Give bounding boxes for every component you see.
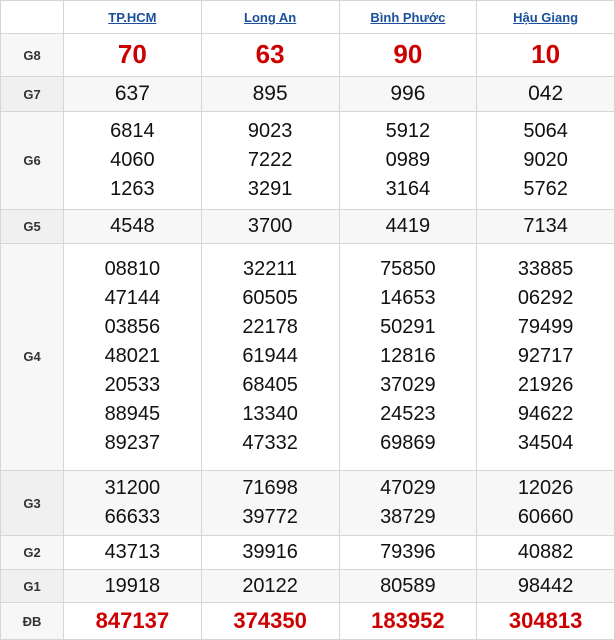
prize-cell-g8-hau-giang [477,34,615,77]
prize-cell-g5-binh-phuoc [339,210,477,243]
number: 39916 [242,541,298,564]
table-row [1,34,615,77]
number: 9023 [247,120,293,143]
number: 895 [252,81,288,105]
prize-cell-g6-hau-giang [477,112,615,210]
prize-cell-db-binh-phuoc [339,603,477,640]
prize-cell-g1-hau-giang [477,569,615,602]
number: 7134 [523,214,568,237]
number: 847137 [95,608,170,634]
number: 89237 [104,432,161,455]
number: 63 [255,39,285,70]
prize-cell-g1-binh-phuoc [339,569,477,602]
prize-cell-g4-long-an [201,243,339,470]
number: 4548 [110,214,155,237]
table-row [1,77,615,112]
number: 39772 [242,506,298,529]
number: 6814 [110,120,155,143]
number: 20533 [104,374,161,397]
prize-label-g6: G6 [1,112,64,210]
prize-cell-g6-long-an [201,112,339,210]
number: 43713 [104,541,161,564]
prize-cell-g2-tphcm [64,536,202,569]
prize-label-g3: G3 [1,470,64,536]
prize-cell-g8-tphcm [64,34,202,77]
province-header-binh-phuoc[interactable]: Bình Phước [339,1,477,34]
number: 13340 [242,403,298,426]
number: 47029 [380,477,436,500]
number: 70 [117,39,147,70]
number: 4419 [385,214,431,237]
table-body [1,34,615,640]
number: 24523 [380,403,436,426]
number: 79396 [380,541,436,564]
number: 22178 [242,316,298,339]
prize-cell-g5-long-an [201,210,339,243]
number: 7222 [247,149,293,172]
prize-cell-g8-binh-phuoc [339,34,477,77]
number: 5762 [523,178,568,201]
prize-cell-g3-long-an [201,470,339,536]
number: 3164 [385,178,431,201]
table-row [1,470,615,536]
number: 33885 [517,258,574,281]
number: 94622 [517,403,574,426]
prize-label-g1: G1 [1,569,64,602]
number: 69869 [380,432,436,455]
province-header-long-an[interactable]: Long An [201,1,339,34]
prize-label-db: ĐB [1,603,64,640]
number: 1263 [110,178,155,201]
number: 48021 [104,345,161,368]
number: 374350 [233,608,307,634]
prize-cell-g7-binh-phuoc [339,77,477,112]
prize-cell-g2-hau-giang [477,536,615,569]
table-row [1,243,615,470]
header-corner-cell [1,1,64,34]
prize-cell-db-long-an [201,603,339,640]
prize-cell-g6-tphcm [64,112,202,210]
number: 71698 [242,477,298,500]
province-header-tphcm[interactable]: TP.HCM [64,1,202,34]
number: 80589 [380,574,436,597]
table-row [1,210,615,243]
number: 9020 [523,149,568,172]
prize-cell-g8-long-an [201,34,339,77]
table-row [1,112,615,210]
number: 5912 [385,120,431,143]
number: 31200 [104,477,161,500]
number: 0989 [385,149,431,172]
prize-label-g4: G4 [1,243,64,470]
number: 88945 [104,403,161,426]
number: 37029 [380,374,436,397]
prize-cell-g3-tphcm [64,470,202,536]
number: 75850 [380,258,436,281]
prize-cell-g3-binh-phuoc [339,470,477,536]
prize-label-g2: G2 [1,536,64,569]
number: 10 [531,39,561,70]
number: 98442 [517,574,574,597]
prize-cell-g4-hau-giang [477,243,615,470]
prize-cell-g3-hau-giang [477,470,615,536]
number: 34504 [517,432,574,455]
number: 3700 [247,214,293,237]
prize-cell-g7-long-an [201,77,339,112]
prize-cell-g5-tphcm [64,210,202,243]
prize-cell-g5-hau-giang [477,210,615,243]
number: 40882 [517,541,574,564]
number: 183952 [371,608,445,634]
number: 92717 [517,345,574,368]
number: 90 [393,39,423,70]
number: 21926 [517,374,574,397]
number: 61944 [242,345,298,368]
prize-label-g8: G8 [1,34,64,77]
number: 304813 [508,608,583,634]
number: 38729 [380,506,436,529]
number: 08810 [104,258,161,281]
number: 14653 [380,287,436,310]
number: 47332 [242,432,298,455]
number: 5064 [523,120,568,143]
number: 47144 [104,287,161,310]
number: 20122 [242,574,298,597]
table-row [1,536,615,569]
province-header-hau-giang[interactable]: Hậu Giang [477,1,615,34]
prize-cell-g6-binh-phuoc [339,112,477,210]
table-row [1,603,615,640]
prize-cell-g7-tphcm [64,77,202,112]
number: 637 [114,81,150,105]
number: 66633 [104,506,161,529]
number: 12816 [380,345,436,368]
prize-label-g7: G7 [1,77,64,112]
number: 68405 [242,374,298,397]
number: 3291 [247,178,293,201]
prize-cell-g7-hau-giang [477,77,615,112]
number: 19918 [104,574,161,597]
header-row [1,1,615,34]
prize-label-g5: G5 [1,210,64,243]
table-header [1,1,615,34]
number: 06292 [517,287,574,310]
number: 32211 [243,258,298,281]
number: 79499 [517,316,574,339]
number: 50291 [380,316,436,339]
number: 4060 [110,149,155,172]
number: 042 [528,81,564,105]
prize-cell-g4-binh-phuoc [339,243,477,470]
number: 12026 [517,477,574,500]
prize-cell-db-tphcm [64,603,202,640]
prize-cell-g2-binh-phuoc [339,536,477,569]
number: 60660 [517,506,574,529]
number: 60505 [242,287,298,310]
prize-cell-g1-tphcm [64,569,202,602]
table-row [1,569,615,602]
prize-cell-g2-long-an [201,536,339,569]
number: 996 [390,81,426,105]
prize-cell-g4-tphcm [64,243,202,470]
prize-cell-g1-long-an [201,569,339,602]
number: 03856 [104,316,161,339]
prize-cell-db-hau-giang [477,603,615,640]
